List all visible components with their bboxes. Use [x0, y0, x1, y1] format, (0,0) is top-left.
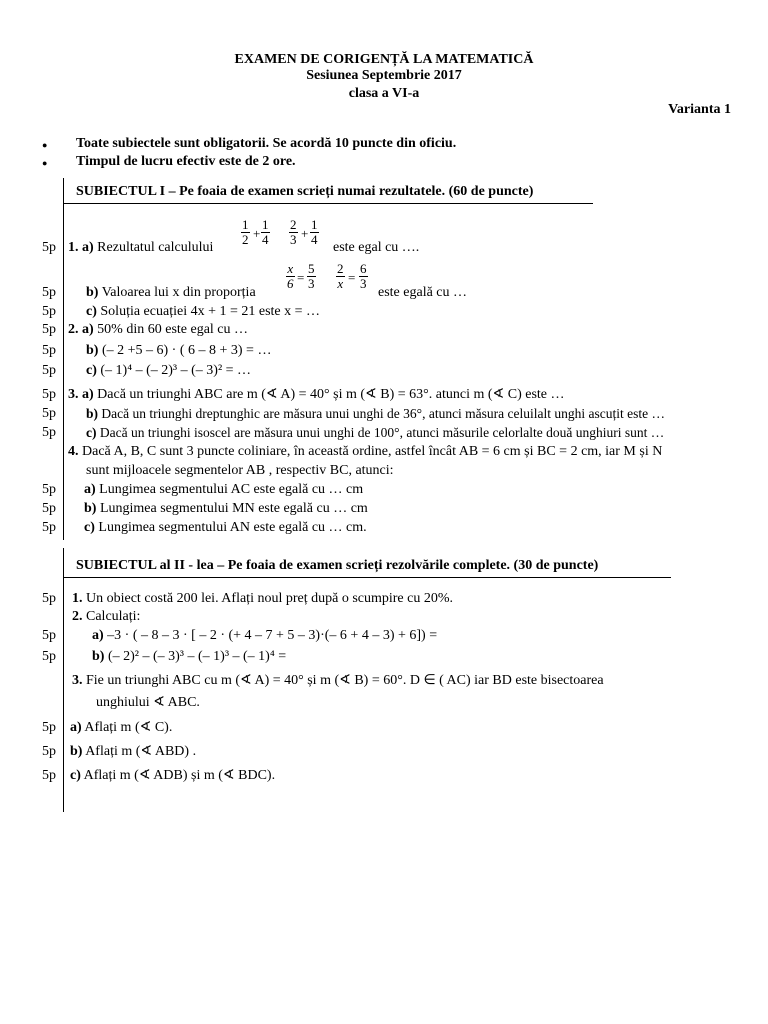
points-1a: 5p — [42, 240, 56, 255]
question-II-2a — [92, 628, 437, 644]
subject-2-rule — [64, 577, 671, 578]
subject-1-heading: SUBIECTUL I – Pe foaia de examen scrieți numai rezultatele. (60 de puncte) — [76, 184, 534, 199]
points-2c: 5p — [42, 363, 56, 378]
points-II-2a: 5p — [42, 628, 56, 643]
points-II-3a: 5p — [42, 720, 56, 735]
points-1b: 5p — [42, 285, 56, 300]
points-4b: 5p — [42, 501, 56, 516]
question-4-number: 4. — [68, 444, 79, 459]
question-1a-end: este egal cu …. — [333, 240, 420, 255]
question-II-3c-text: Aflați m (∢ ADB) și m (∢ BDC). — [83, 768, 276, 783]
question-1c — [86, 304, 320, 320]
question-2b — [86, 343, 271, 359]
question-4b-letter: b) — [84, 501, 97, 516]
fraction-1-4-b: $\frac{1}{4}$ — [311, 217, 318, 247]
question-II-3a — [70, 720, 172, 736]
instruction-1: Toate subiectele sunt obligatorii. Se acordă 10 puncte din oficiu. — [76, 136, 457, 151]
question-II-3-text: Fie un triunghi ABC cu m (∢ A) = 40° și m (∢ B) = 60°. D ∈ ( AC) iar BD este bisectoarea — [86, 673, 604, 688]
question-3a-text: Dacă un triunghi ABC are m (∢ A) = 40° și m (∢ B) = 63°. atunci m (∢ C) este … — [97, 387, 565, 402]
fraction-1-4: $\frac{1}{4}$ — [262, 217, 269, 247]
question-II-3a-letter: a) — [70, 720, 82, 735]
question-3a-number: 3. a) — [68, 387, 94, 402]
question-1b — [86, 285, 256, 301]
question-II-3-text-2: unghiului ∢ ABC. — [96, 695, 200, 710]
equals-sign: = — [297, 270, 305, 285]
question-4c-text: Lungimea segmentului AN este egală cu … cm. — [98, 520, 367, 535]
bullet-icon: ● — [42, 158, 48, 168]
question-4-text-2: sunt mijloacele segmentelor AB , respectiv BC, atunci: — [86, 463, 394, 478]
subject-1-rule — [64, 203, 593, 204]
question-3c-letter: c) — [86, 425, 97, 440]
question-II-2b — [92, 649, 286, 665]
question-1c-text: Soluția ecuației 4x + 1 = 21 este x = … — [100, 304, 321, 319]
points-3c: 5p — [42, 425, 56, 440]
plus-sign: + — [253, 226, 261, 241]
fraction-2-x: $\frac{2}{x}$ — [337, 261, 344, 291]
points-4a: 5p — [42, 482, 56, 497]
points-3a: 5p — [42, 387, 56, 402]
question-II-3b-letter: b) — [70, 744, 83, 759]
question-II-1 — [72, 591, 453, 607]
exam-class: clasa a VI-a — [348, 86, 420, 101]
question-II-3c-letter: c) — [70, 768, 81, 783]
points-2a: 5p — [42, 322, 56, 337]
points-4c: 5p — [42, 520, 56, 535]
fraction-x-6: $\frac{x}{6}$ — [287, 261, 294, 291]
question-II-3b-text: Aflați m (∢ ABD) . — [85, 744, 197, 759]
question-3b-letter: b) — [86, 406, 99, 421]
question-1a-text: Rezultatul calculului — [97, 240, 214, 255]
points-1c: 5p — [42, 304, 56, 319]
question-II-2-number: 2. — [72, 609, 83, 624]
question-II-2b-letter: b) — [92, 649, 105, 664]
question-2b-letter: b) — [86, 343, 99, 358]
question-4b — [84, 501, 368, 517]
question-1a-number: 1. a) — [68, 240, 94, 255]
question-1a — [68, 240, 213, 256]
question-3c-text: Dacă un triunghi isoscel are măsura unui unghi de 100°, atunci măsurile celorlalte două unghiuri sunt … — [99, 425, 665, 440]
question-II-2 — [72, 609, 140, 625]
question-1c-letter: c) — [86, 304, 97, 319]
fraction-2-3: $\frac{2}{3}$ — [290, 217, 297, 247]
points-2b: 5p — [42, 343, 56, 358]
equals-sign: = — [348, 270, 356, 285]
question-II-2b-text: (– 2)² – (– 3)³ – (– 1)³ – (– 1)⁴ = — [107, 649, 287, 664]
question-2a — [68, 322, 248, 338]
points-II-3b: 5p — [42, 744, 56, 759]
points-3b: 5p — [42, 406, 56, 421]
question-1b-letter: b) — [86, 285, 99, 300]
question-1b-end: este egală cu … — [378, 285, 468, 300]
question-II-3-number: 3. — [72, 673, 83, 688]
question-4 — [68, 444, 662, 460]
question-II-3b — [70, 744, 196, 760]
question-2c-letter: c) — [86, 363, 97, 378]
question-3c — [86, 425, 664, 441]
question-II-2a-text: –3 · ( – 8 – 3 · [ – 2 · (+ 4 – 7 + 5 – 3)·(– 6 + 4 – 3) + 6]) = — [107, 628, 438, 643]
question-2a-text: 50% din 60 este egal cu … — [97, 322, 249, 337]
fraction-5-3: $\frac{5}{3}$ — [308, 261, 315, 291]
question-4b-text: Lungimea segmentului MN este egală cu … cm — [99, 501, 368, 516]
question-II-3 — [72, 673, 604, 689]
points-II-1: 5p — [42, 591, 56, 606]
question-II-1-number: 1. — [72, 591, 83, 606]
points-II-3c: 5p — [42, 768, 56, 783]
question-II-3c — [70, 768, 275, 784]
question-2b-text: (– 2 +5 – 6) · ( 6 – 8 + 3) = … — [101, 343, 272, 358]
question-4-text: Dacă A, B, C sunt 3 puncte coliniare, în această ordine, astfel încât AB = 6 cm și BC = 2 cm, iar M și N — [82, 444, 663, 459]
subject-2-heading: SUBIECTUL al II - lea – Pe foaia de examen scrieți rezolvările complete. (30 de puncte) — [76, 558, 599, 573]
question-4c-letter: c) — [84, 520, 95, 535]
points-II-2b: 5p — [42, 649, 56, 664]
plus-sign: + — [301, 226, 309, 241]
instruction-2: Timpul de lucru efectiv este de 2 ore. — [76, 154, 296, 169]
question-4a-letter: a) — [84, 482, 96, 497]
question-II-1-text: Un obiect costă 200 lei. Aflați noul preț după o scumpire cu 20%. — [86, 591, 454, 606]
question-4a — [84, 482, 363, 498]
question-3a — [68, 387, 565, 403]
question-II-2a-letter: a) — [92, 628, 104, 643]
question-II-3a-text: Aflați m (∢ C). — [84, 720, 173, 735]
fraction-1-2: $\frac{1}{2}$ — [242, 217, 249, 247]
question-2c-text: (– 1)⁴ – (– 2)³ – (– 3)² = … — [100, 363, 252, 378]
exam-variant: Varianta 1 — [668, 102, 731, 117]
bullet-icon: ● — [42, 140, 48, 150]
question-2a-number: 2. a) — [68, 322, 94, 337]
exam-title: EXAMEN DE CORIGENȚĂ LA MATEMATICĂ — [234, 52, 534, 67]
question-II-2-text: Calculați: — [86, 609, 141, 624]
question-3b-text: Dacă un triunghi dreptunghic are măsura unui unghi de 36°, atunci măsura celuilalt unghi ascuțit este … — [101, 406, 666, 421]
fraction-6-3: $\frac{6}{3}$ — [360, 261, 367, 291]
question-4a-text: Lungimea segmentului AC este egală cu … cm — [99, 482, 364, 497]
question-4c — [84, 520, 367, 536]
question-3b — [86, 406, 665, 422]
question-2c — [86, 363, 251, 379]
margin-line-subject-1 — [63, 178, 64, 540]
question-1b-text: Valoarea lui x din proporția — [101, 285, 256, 300]
margin-line-subject-2 — [63, 548, 64, 812]
exam-session: Sesiunea Septembrie 2017 — [306, 68, 462, 83]
